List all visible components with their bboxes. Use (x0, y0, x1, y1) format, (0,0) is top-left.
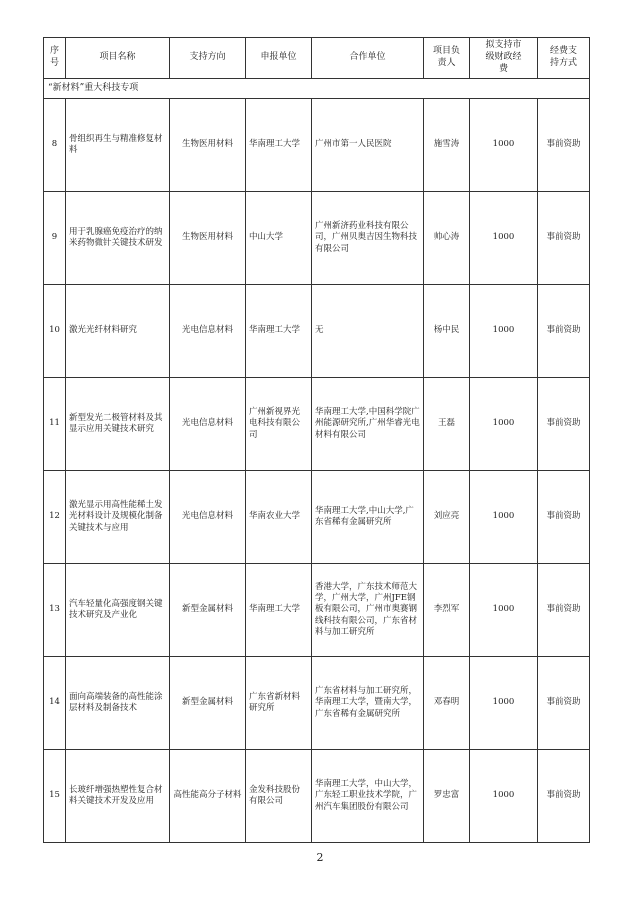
table-row (44, 192, 590, 285)
header-funding: 拟支持市级财政经费 (470, 38, 538, 79)
cell-direction: 新型金属材料 (170, 657, 246, 750)
cell-funding: 1000 (470, 378, 538, 471)
cell-mode: 事前资助 (538, 564, 590, 657)
cell-applicant: 广东省新材料研究所 (246, 657, 312, 750)
cell-leader: 杨中民 (424, 285, 470, 378)
cell-mode: 事前资助 (538, 471, 590, 564)
page-number: 2 (316, 851, 324, 864)
cell-mode: 事前资助 (538, 378, 590, 471)
cell-partner: 广州新济药业科技有限公司，广州贝奥吉因生物科技有限公司 (312, 192, 424, 285)
table-row (44, 471, 590, 564)
cell-direction: 光电信息材料 (170, 285, 246, 378)
section-row (44, 79, 590, 99)
cell-leader: 刘应亮 (424, 471, 470, 564)
cell-funding: 1000 (470, 750, 538, 843)
cell-name: 新型发光二极管材料及其显示应用关键技术研究 (66, 378, 170, 471)
cell-name: 汽车轻量化高强度钢关键技术研究及产业化 (66, 564, 170, 657)
header-mode: 经费支持方式 (538, 38, 590, 79)
cell-partner: 华南理工大学，中山大学，广东轻工职业技术学院，广州汽车集团股份有限公司 (312, 750, 424, 843)
header-applicant: 申报单位 (246, 38, 312, 79)
cell-no: 12 (44, 471, 66, 564)
cell-mode: 事前资助 (538, 750, 590, 843)
cell-name: 用于乳腺癌免疫治疗的纳米药物微针关键技术研发 (66, 192, 170, 285)
cell-funding: 1000 (470, 657, 538, 750)
cell-funding: 1000 (470, 99, 538, 192)
cell-applicant: 华南理工大学 (246, 99, 312, 192)
table-row (44, 378, 590, 471)
table-row (44, 750, 590, 843)
cell-leader: 施雪涛 (424, 99, 470, 192)
header-no: 序号 (44, 38, 66, 79)
cell-leader: 罗忠富 (424, 750, 470, 843)
cell-applicant: 华南理工大学 (246, 285, 312, 378)
cell-no: 14 (44, 657, 66, 750)
cell-applicant: 金发科技股份有限公司 (246, 750, 312, 843)
cell-funding: 1000 (470, 285, 538, 378)
cell-partner: 华南理工大学,中国科学院广州能源研究所,广州华睿光电材料有限公司 (312, 378, 424, 471)
cell-leader: 李烈军 (424, 564, 470, 657)
cell-partner: 香港大学，广东技术师范大学，广州大学，广州JFE钢板有限公司，广州市奥赛钢线科技有限公司，广东省材料与加工研究所 (312, 564, 424, 657)
cell-funding: 1000 (470, 471, 538, 564)
cell-no: 8 (44, 99, 66, 192)
cell-partner: 广东省材料与加工研究所，华南理工大学，暨南大学，广东省稀有金属研究所 (312, 657, 424, 750)
cell-no: 13 (44, 564, 66, 657)
cell-partner: 广州市第一人民医院 (312, 99, 424, 192)
section-title: “新材料”重大科技专项 (44, 79, 590, 99)
cell-applicant: 广州新视界光电科技有限公司 (246, 378, 312, 471)
cell-name: 激光光纤材料研究 (66, 285, 170, 378)
cell-direction: 高性能高分子材料 (170, 750, 246, 843)
header-partner: 合作单位 (312, 38, 424, 79)
table-row (44, 657, 590, 750)
cell-name: 长玻纤增强热塑性复合材料关键技术开发及应用 (66, 750, 170, 843)
cell-leader: 帅心涛 (424, 192, 470, 285)
cell-no: 11 (44, 378, 66, 471)
cell-partner: 华南理工大学,中山大学,广东省稀有金属研究所 (312, 471, 424, 564)
header-row (44, 38, 590, 79)
cell-name: 骨组织再生与精准修复材料 (66, 99, 170, 192)
cell-applicant: 华南理工大学 (246, 564, 312, 657)
table-row (44, 285, 590, 378)
table-row (44, 99, 590, 192)
cell-direction: 新型金属材料 (170, 564, 246, 657)
project-table (43, 37, 590, 843)
cell-funding: 1000 (470, 564, 538, 657)
cell-mode: 事前资助 (538, 99, 590, 192)
cell-partner: 无 (312, 285, 424, 378)
header-direction: 支持方向 (170, 38, 246, 79)
cell-applicant: 华南农业大学 (246, 471, 312, 564)
header-name: 项目名称 (66, 38, 170, 79)
cell-no: 15 (44, 750, 66, 843)
header-leader: 项目负责人 (424, 38, 470, 79)
table-row (44, 564, 590, 657)
cell-mode: 事前资助 (538, 192, 590, 285)
cell-no: 9 (44, 192, 66, 285)
cell-direction: 光电信息材料 (170, 378, 246, 471)
cell-leader: 邓春明 (424, 657, 470, 750)
cell-direction: 光电信息材料 (170, 471, 246, 564)
cell-leader: 王磊 (424, 378, 470, 471)
cell-direction: 生物医用材料 (170, 99, 246, 192)
cell-funding: 1000 (470, 192, 538, 285)
cell-direction: 生物医用材料 (170, 192, 246, 285)
cell-no: 10 (44, 285, 66, 378)
cell-applicant: 中山大学 (246, 192, 312, 285)
cell-name: 激光显示用高性能稀土发光材料设计及规模化制备关键技术与应用 (66, 471, 170, 564)
cell-name: 面向高端装备的高性能涂层材料及制备技术 (66, 657, 170, 750)
cell-mode: 事前资助 (538, 285, 590, 378)
cell-mode: 事前资助 (538, 657, 590, 750)
